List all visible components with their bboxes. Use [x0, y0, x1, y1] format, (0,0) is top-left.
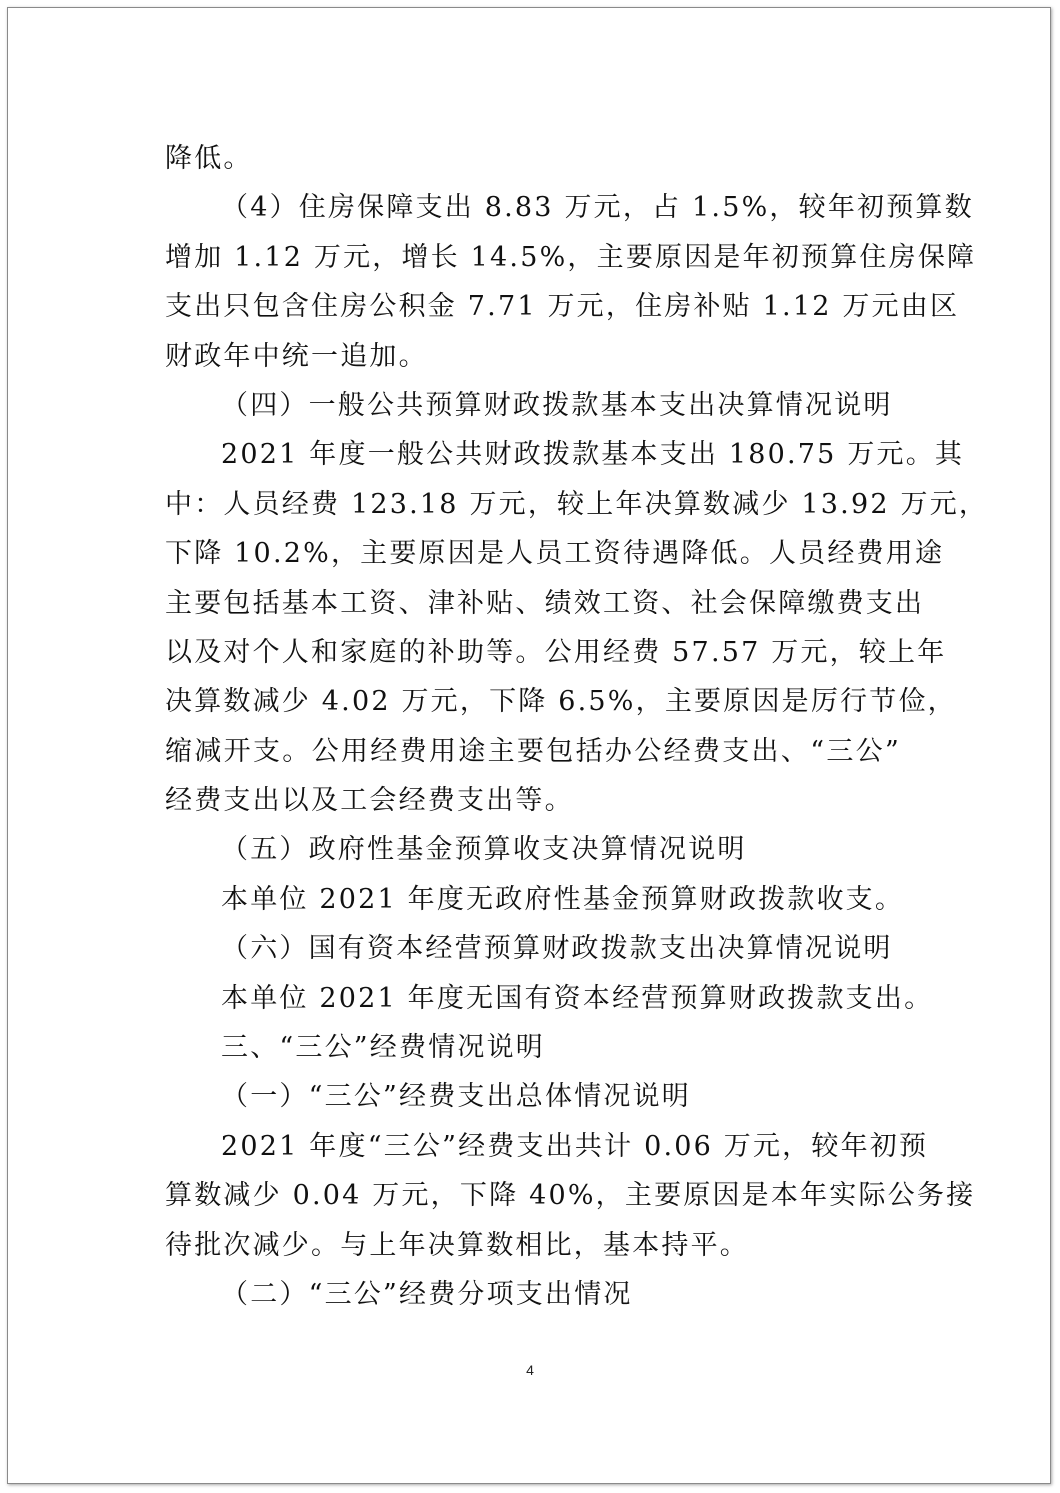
- section-heading: （四）一般公共预算财政拨款基本支出决算情况说明: [221, 389, 893, 421]
- text-line: 经费支出以及工会经费支出等。: [165, 785, 574, 817]
- document-body: [165, 134, 989, 1319]
- section-heading: （六）国有资本经营预算财政拨款支出决算情况说明: [221, 933, 893, 965]
- text-line: 算数减少 0.04 万元，下降 40%，主要原因是本年实际公务接: [165, 1180, 976, 1212]
- text-line: 2021 年度一般公共财政拨款基本支出 180.75 万元。其: [221, 439, 965, 471]
- section-heading: （二）“三公”经费分项支出情况: [221, 1278, 633, 1310]
- section-heading: （一）“三公”经费支出总体情况说明: [221, 1081, 692, 1113]
- text-line: （4）住房保障支出 8.83 万元，占 1.5%，较年初预算数: [221, 192, 974, 224]
- text-line: 2021 年度“三公”经费支出共计 0.06 万元，较年初预: [221, 1130, 929, 1162]
- section-heading: （五）政府性基金预算收支决算情况说明: [221, 834, 747, 866]
- text-line: 缩减开支。公用经费用途主要包括办公经费支出、“三公”: [165, 735, 901, 767]
- section-heading: 三、“三公”经费情况说明: [221, 1032, 546, 1064]
- text-line: 本单位 2021 年度无国有资本经营预算财政拨款支出。: [221, 982, 934, 1014]
- text-line: 支出只包含住房公积金 7.71 万元，住房补贴 1.12 万元由区: [165, 291, 960, 323]
- text-line: 以及对个人和家庭的补助等。公用经费 57.57 万元，较上年: [165, 636, 947, 668]
- text-line: 主要包括基本工资、津补贴、绩效工资、社会保障缴费支出: [165, 587, 925, 619]
- text-line: 本单位 2021 年度无政府性基金预算财政拨款收支。: [221, 883, 905, 915]
- page-number: 4: [526, 1362, 534, 1378]
- text-line: 财政年中统一追加。: [165, 340, 428, 372]
- text-line: 降低。: [165, 143, 253, 174]
- text-line: 待批次减少。与上年决算数相比，基本持平。: [165, 1229, 749, 1261]
- text-line: 中：人员经费 123.18 万元，较上年决算数减少 13.92 万元，: [165, 488, 989, 520]
- text-line: 决算数减少 4.02 万元，下降 6.5%，主要原因是厉行节俭，: [165, 686, 957, 718]
- text-line: 增加 1.12 万元，增长 14.5%，主要原因是年初预算住房保障: [165, 241, 977, 273]
- text-line: 下降 10.2%，主要原因是人员工资待遇降低。人员经费用途: [165, 538, 945, 570]
